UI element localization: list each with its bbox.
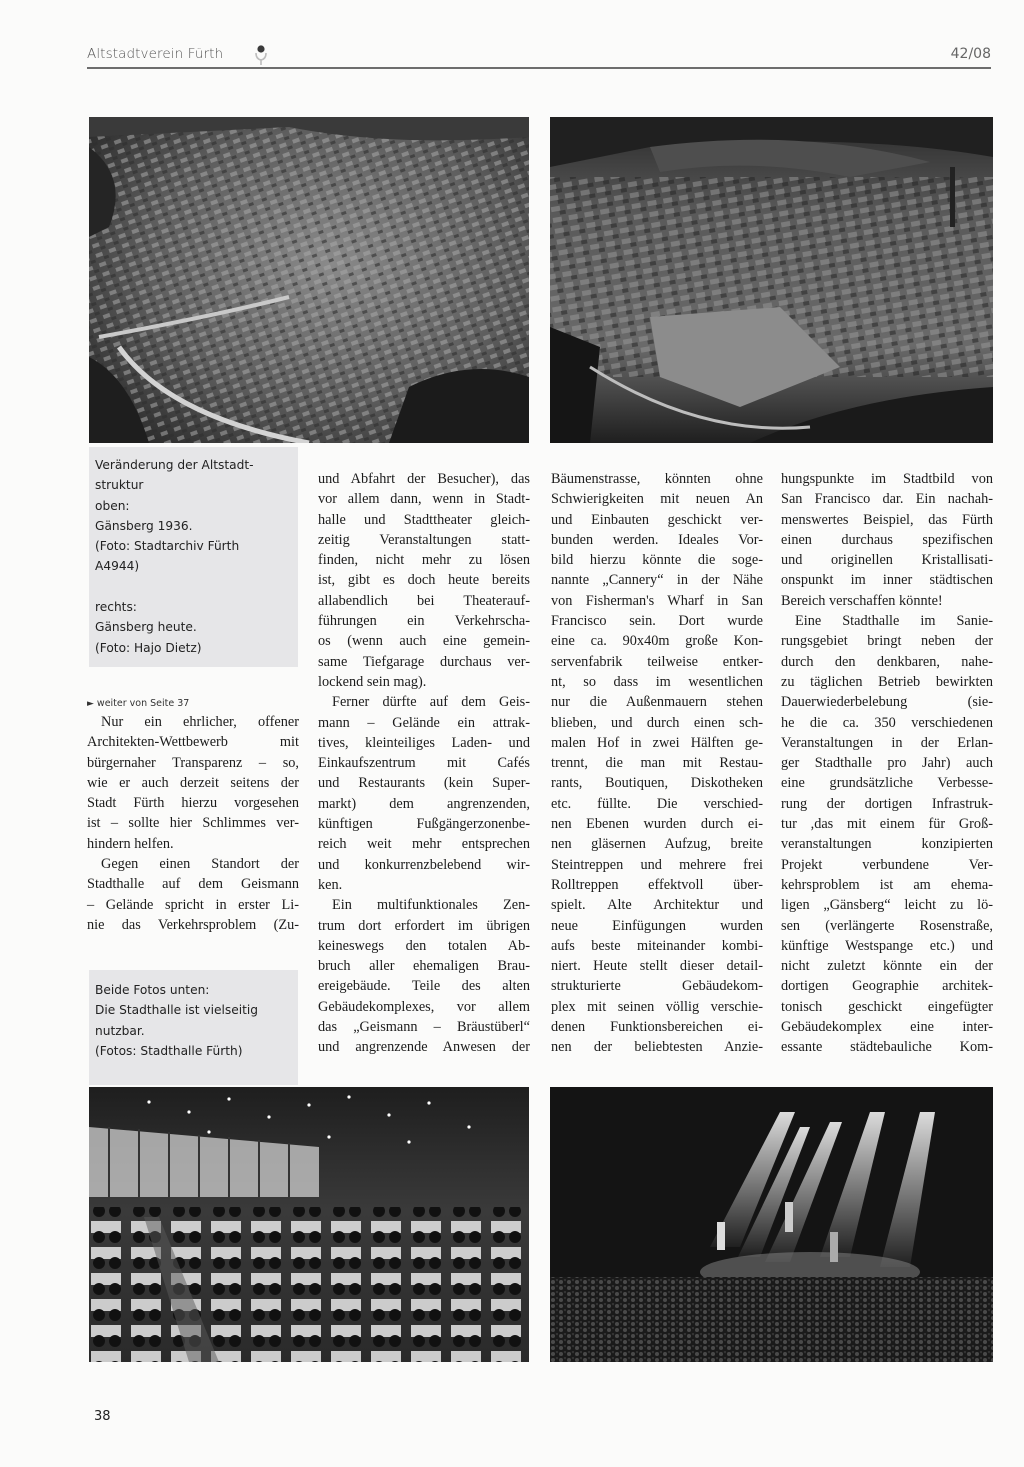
text-column-2 xyxy=(318,469,530,1058)
text-line: neue Einfügungen wurden xyxy=(551,917,763,934)
text-line: San Francisco dar. Ein nachah- xyxy=(781,491,993,508)
publication-title: Altstadtverein Fürth xyxy=(87,46,224,62)
text-line: ger Stadthalle pro Jahr) auch xyxy=(781,755,993,772)
text-line: etc. füllte. Die verschied- xyxy=(551,795,763,812)
text-line: und konkurrenzbelebend wir- xyxy=(318,856,530,873)
text-line: kehrsproblem ist am ehema- xyxy=(781,876,993,893)
text-line: reich weit mehr entsprechen xyxy=(318,836,530,853)
arrow-right-icon: ► xyxy=(87,699,94,709)
photo-stadthalle-banquet xyxy=(89,1087,529,1362)
text-line: Ein multifunktionales Zen- xyxy=(332,897,530,914)
text-line: zu täglichen Betrieb bewirkten xyxy=(781,673,993,690)
text-line: nannte „Cannery“ in der Nähe xyxy=(551,572,763,589)
text-line: rants, Boutiquen, Diskotheken xyxy=(551,775,763,792)
text-line: Nur ein ehrlicher, offener xyxy=(101,714,299,730)
text-line: künftigen Fußgängerzonenbe- xyxy=(318,816,530,833)
text-line: he die ca. 350 verschiedenen xyxy=(781,714,993,731)
text-line: blieben, und durch einen sch- xyxy=(551,714,763,731)
caption-line: (Foto: Stadtarchiv Fürth xyxy=(95,539,240,554)
text-line: nur die Außenmauern stehen xyxy=(551,694,763,711)
text-line: Bäumenstrasse, könnten ohne xyxy=(551,471,763,487)
text-line: tonisch geschickt eingefügter xyxy=(781,998,993,1015)
text-line: Ferner dürfte auf dem Geis- xyxy=(332,694,530,711)
text-line: hungspunkte im Stadtbild von xyxy=(781,471,993,487)
caption-line: rechts: xyxy=(95,600,137,615)
text-line: Bereich verschaffen könnte! xyxy=(781,592,943,609)
text-line: Veranstaltungen in der Erlan- xyxy=(781,734,993,751)
caption-line: Die Stadthalle ist vielseitig xyxy=(95,1003,258,1018)
text-line: Gebäudekomplex eine inter- xyxy=(781,1019,993,1036)
text-line: nie das Verkehrsproblem (Zu- xyxy=(87,916,299,933)
text-line: servenfabrik teilweise entker- xyxy=(551,653,763,670)
text-line: Dauerwiederbelebung (sie- xyxy=(781,694,993,711)
text-line: nen gläsernen Aufzug, breite xyxy=(551,836,763,853)
text-line: tives, kleinteiliges Laden- und xyxy=(318,734,530,751)
text-line: aufs beste miteinander kombi- xyxy=(551,937,763,954)
text-line: bruch aller ehemaligen Brau- xyxy=(318,958,530,975)
text-line: spielt. Alte Architektur und xyxy=(551,897,763,914)
text-line: und Abfahrt der Besucher), das xyxy=(318,471,530,487)
text-line: künftige Westspange etc.) und xyxy=(781,937,993,954)
issue-number: 42/08 xyxy=(950,46,991,62)
text-line: Projekt verbundene Ver- xyxy=(781,856,993,873)
text-line: nt, so dass im wesentlichen xyxy=(551,673,763,690)
text-line: nicht zuletzt könnte ein der xyxy=(781,958,993,975)
text-line: sen (verlängerte Rosenstraße, xyxy=(781,917,993,934)
text-line: zeitig Veranstaltungen statt- xyxy=(318,531,530,548)
text-line: same Tiefgarage durchaus ver- xyxy=(318,653,530,670)
text-line: Stadt Fürth hierzu vorgesehen xyxy=(87,795,299,812)
text-line: führungen ein Verkehrscha- xyxy=(318,613,530,630)
running-header xyxy=(87,44,991,68)
text-line: strukturierte Gebäudekom- xyxy=(551,978,763,995)
text-line: – Gelände spricht in erster Li- xyxy=(87,896,299,913)
text-line: Einkaufszentrum mit Cafés xyxy=(318,755,530,772)
text-line: bunden werden. Ideales Vor- xyxy=(551,531,763,548)
continued-from-note xyxy=(87,696,299,712)
text-line: onspunkt im inner städtischen xyxy=(781,572,993,589)
photo-stadthalle-concert xyxy=(550,1087,993,1362)
text-line: eine grundsätzliche Verbesse- xyxy=(781,775,993,792)
text-line: nen der beliebtesten Anzie- xyxy=(551,1039,763,1056)
text-line: markt) dem angrenzenden, xyxy=(318,795,530,812)
text-line: rungsgebiet bringt neben der xyxy=(781,633,993,650)
text-line: und Einbauten geschickt ver- xyxy=(551,511,763,528)
text-line: malen Hof in zwei Hälften ge- xyxy=(551,734,763,751)
text-line: hindern helfen. xyxy=(87,835,174,852)
text-line: durch den denkbaren, nahe- xyxy=(781,653,993,670)
page-number: 38 xyxy=(94,1409,111,1424)
caption-line: nutzbar. xyxy=(95,1023,145,1038)
acorn-logo-icon xyxy=(254,44,268,66)
text-line: veranstaltungen konzipierten xyxy=(781,836,993,853)
text-line: und Restaurants (kein Super- xyxy=(318,775,530,792)
text-line: lockend sein mag). xyxy=(318,673,427,690)
text-line: menswertes Beispiel, das Fürth xyxy=(781,511,993,528)
text-line: Schwierigkeiten mit neuen An xyxy=(551,491,763,508)
text-line: dortigen Geographie architek- xyxy=(781,978,993,995)
text-line: nen Ebenen wurden durch ei- xyxy=(551,816,763,833)
text-line: und angrenzende Anwesen der xyxy=(318,1039,530,1056)
text-line: essante städtebauliche Kom- xyxy=(781,1039,993,1056)
text-line: os (wenn auch eine gemein- xyxy=(318,633,530,650)
text-line: von Fisherman's Wharf in San xyxy=(551,592,763,609)
continued-from-text: weiter von Seite 37 xyxy=(96,698,190,709)
text-line: plex mit seinen völlig verschie- xyxy=(551,998,763,1015)
text-line: ist, gibt es doch heute bereits xyxy=(318,572,530,589)
text-line: das „Geismann – Bräustüberl“ xyxy=(318,1019,530,1036)
caption-line: A4944) xyxy=(95,559,140,574)
text-line: Rolltreppen effektvoll über- xyxy=(551,876,763,893)
text-column-1 xyxy=(87,696,299,935)
text-line: ligen „Gänsberg“ leicht zu lö- xyxy=(781,897,993,914)
text-line: mann – Gelände ein attrak- xyxy=(318,714,530,731)
text-line: ken. xyxy=(318,876,343,893)
text-line: rung der dortigen Infrastruk- xyxy=(781,795,993,812)
photo-gaensberg-1936 xyxy=(89,117,529,443)
caption-line: struktur xyxy=(95,478,144,493)
caption-top xyxy=(89,447,298,667)
caption-line: Veränderung der Altstadt- xyxy=(95,458,254,472)
caption-line: oben: xyxy=(95,498,130,513)
text-line: Stadthalle auf dem Geismann xyxy=(87,876,299,893)
text-line: ist – sollte hier Schlimmes ver- xyxy=(87,815,299,832)
text-line: Gebäudekomplexes, vor allem xyxy=(318,998,530,1015)
header-rule xyxy=(87,67,991,69)
text-line: bürgernaher Transparenz – so, xyxy=(87,754,299,771)
caption-line: Gänsberg 1936. xyxy=(95,518,193,533)
caption-spacer xyxy=(95,577,292,597)
text-line: halle und Stadttheater gleich- xyxy=(318,511,530,528)
text-line: finden, nicht mehr zu lösen xyxy=(318,552,530,569)
text-column-4 xyxy=(781,469,993,1058)
text-line: einen durchaus spezifischen xyxy=(781,531,993,548)
caption-bottom xyxy=(89,970,298,1085)
text-line: ereigebäude. Teile des alten xyxy=(318,978,530,995)
photo-gaensberg-today xyxy=(550,117,993,443)
caption-line: Gänsberg heute. xyxy=(95,620,197,635)
caption-line: (Fotos: Stadthalle Fürth) xyxy=(95,1043,243,1058)
text-line: trum dort erfordert im übrigen xyxy=(318,917,530,934)
text-line: Francisco sein. Dort wurde xyxy=(551,613,763,630)
text-line: Eine Stadthalle im Sanie- xyxy=(795,613,993,630)
text-line: Steintreppen und mehrere frei xyxy=(551,856,763,873)
text-line: tur ,das mit einem für Groß- xyxy=(781,816,993,833)
text-line: und originellen Kristallisati- xyxy=(781,552,993,569)
text-line: eine ca. 90x40m große Kon- xyxy=(551,633,763,650)
text-line: trennt, die man mit Restau- xyxy=(551,755,763,772)
text-line: allabendlich bei Theaterauf- xyxy=(318,592,530,609)
text-line: denen Funktionsbereichen ei- xyxy=(551,1019,763,1036)
text-line: keineswegs den totalen Ab- xyxy=(318,937,530,954)
text-line: Gegen einen Standort der xyxy=(101,856,299,873)
text-line: Architekten-Wettbewerb mit xyxy=(87,734,299,751)
text-line: wie er auch derzeit seitens der xyxy=(87,774,299,791)
text-line: bild hierzu könnte die soge- xyxy=(551,552,763,569)
text-column-3 xyxy=(551,469,763,1058)
caption-line: Beide Fotos unten: xyxy=(95,983,210,997)
text-line: vor allem dann, wenn in Stadt- xyxy=(318,491,530,508)
text-line: niert. Heute stellt dieser detail- xyxy=(551,958,763,975)
caption-line: (Foto: Hajo Dietz) xyxy=(95,640,202,655)
